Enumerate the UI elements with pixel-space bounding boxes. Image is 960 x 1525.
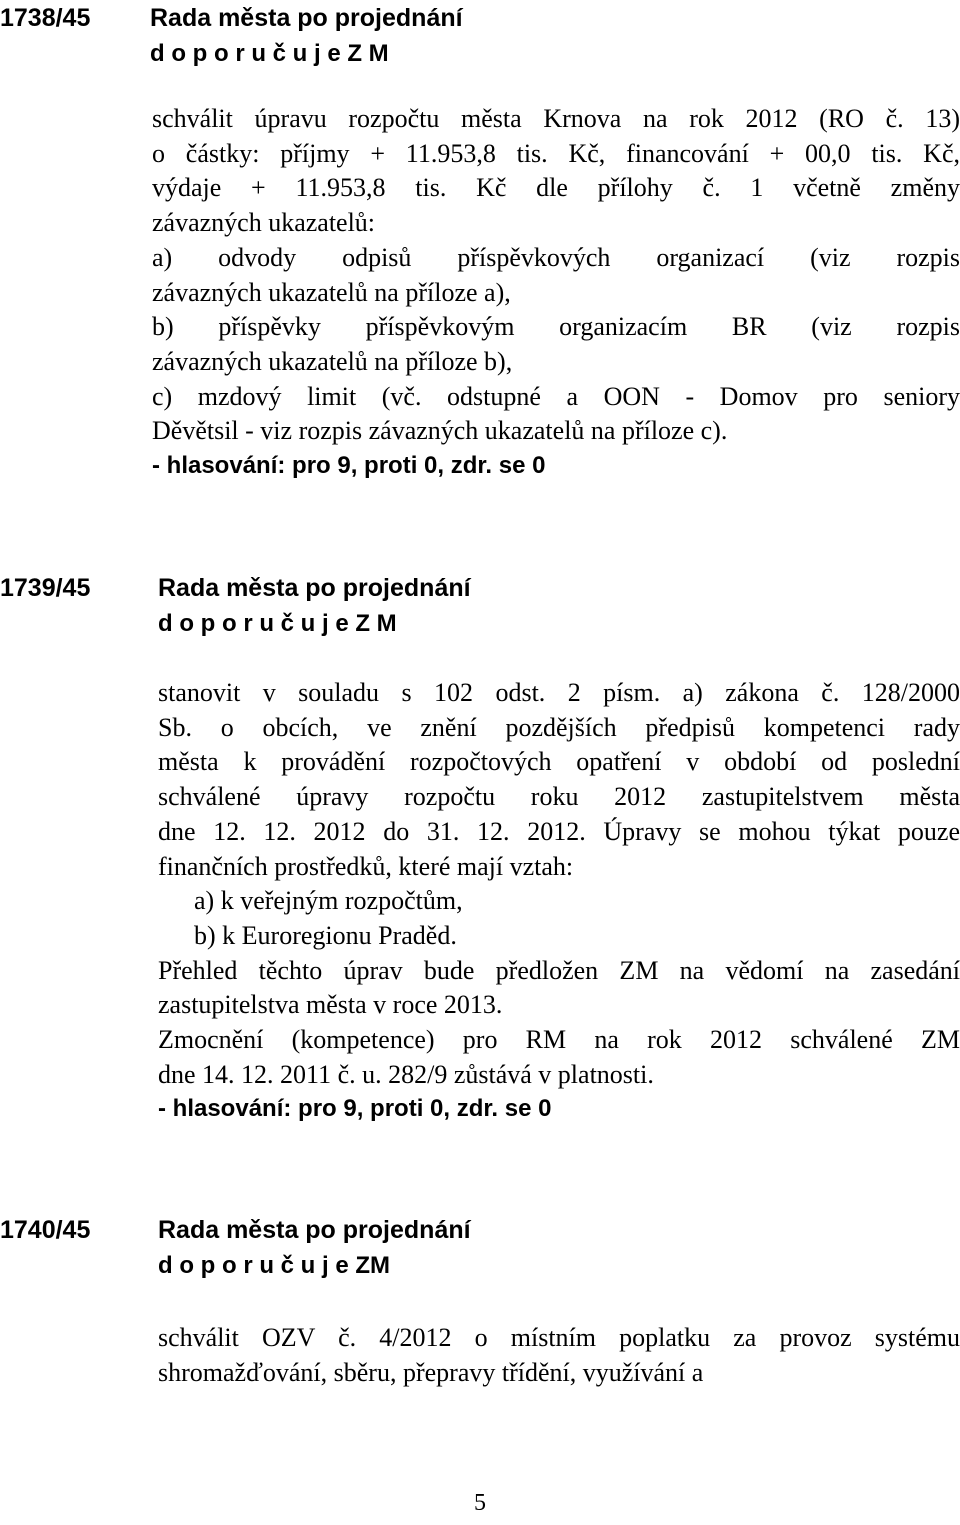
body-line: Děvětsil - viz rozpis závazných ukazatelů na příloze c).	[152, 416, 728, 446]
resolution-title: Rada města po projednání	[158, 1216, 471, 1244]
resolution-number: 1738/45	[0, 4, 91, 32]
body-line: Sb. o obcích, ve znění pozdějších předpisů kompetenci rady	[158, 712, 960, 742]
body-line: dne 12. 12. 2012 do 31. 12. 2012. Úpravy se mohou týkat pouze	[158, 816, 960, 846]
body-line: dne 14. 12. 2011 č. u. 282/9 zůstává v platnosti.	[158, 1059, 654, 1089]
body-line: a) odvody odpisů příspěvkových organizací (viz rozpis	[152, 242, 960, 272]
resolution-title: Rada města po projednání	[150, 4, 463, 32]
resolution-recommendation: d o p o r u č u j e ZM	[158, 1252, 390, 1279]
resolution-title: Rada města po projednání	[158, 574, 471, 602]
body-line: schválit OZV č. 4/2012 o místním poplatku za provoz systému	[158, 1323, 960, 1352]
body-line: výdaje + 11.953,8 tis. Kč dle přílohy č. 1 včetně změny	[152, 173, 960, 203]
body-line: finančních prostředků, které mají vztah:	[158, 851, 574, 881]
body-line: b) příspěvky příspěvkovým organizacím BR (viz rozpis	[152, 312, 960, 342]
body-line: schválit úpravu rozpočtu města Krnova na rok 2012 (RO č. 13)	[152, 104, 960, 133]
body-line: o částky: příjmy + 11.953,8 tis. Kč, financování + 00,0 tis. Kč,	[152, 138, 960, 168]
body-line: a) k veřejným rozpočtům,	[194, 886, 463, 916]
body-line: stanovit v souladu s 102 odst. 2 písm. a) zákona č. 128/2000	[158, 678, 960, 707]
resolution-number: 1740/45	[0, 1216, 91, 1244]
body-line: c) mzdový limit (vč. odstupné a OON - Domov pro seniory	[152, 381, 960, 411]
body-line: závazných ukazatelů na příloze a),	[152, 277, 511, 307]
body-line: zastupitelstva města v roce 2013.	[158, 990, 503, 1020]
resolution-body	[158, 1321, 960, 1390]
body-line: b) k Euroregionu Praděd.	[194, 920, 457, 950]
body-line: Zmocnění (kompetence) pro RM na rok 2012 schválené ZM	[158, 1025, 960, 1055]
body-line: závazných ukazatelů:	[152, 208, 376, 238]
resolution-body	[158, 676, 960, 1127]
resolution-number: 1739/45	[0, 574, 91, 602]
vote-result: - hlasování: pro 9, proti 0, zdr. se 0	[152, 452, 546, 480]
body-line: závazných ukazatelů na příloze b),	[152, 346, 513, 376]
resolution-recommendation: d o p o r u č u j e Z M	[158, 610, 397, 637]
resolution-recommendation: d o p o r u č u j e Z M	[150, 40, 389, 67]
body-line: Přehled těchto úprav bude předložen ZM na vědomí na zasedání	[158, 955, 960, 985]
body-line: schválené úpravy rozpočtu roku 2012 zastupitelstvem města	[158, 782, 960, 812]
body-line: shromažďování, sběru, přepravy třídění, využívání a	[158, 1357, 704, 1387]
resolution-body	[152, 102, 960, 484]
vote-result: - hlasování: pro 9, proti 0, zdr. se 0	[158, 1095, 552, 1123]
body-line: města k provádění rozpočtových opatření v období od poslední	[158, 747, 960, 777]
page-number: 5	[474, 1490, 486, 1516]
